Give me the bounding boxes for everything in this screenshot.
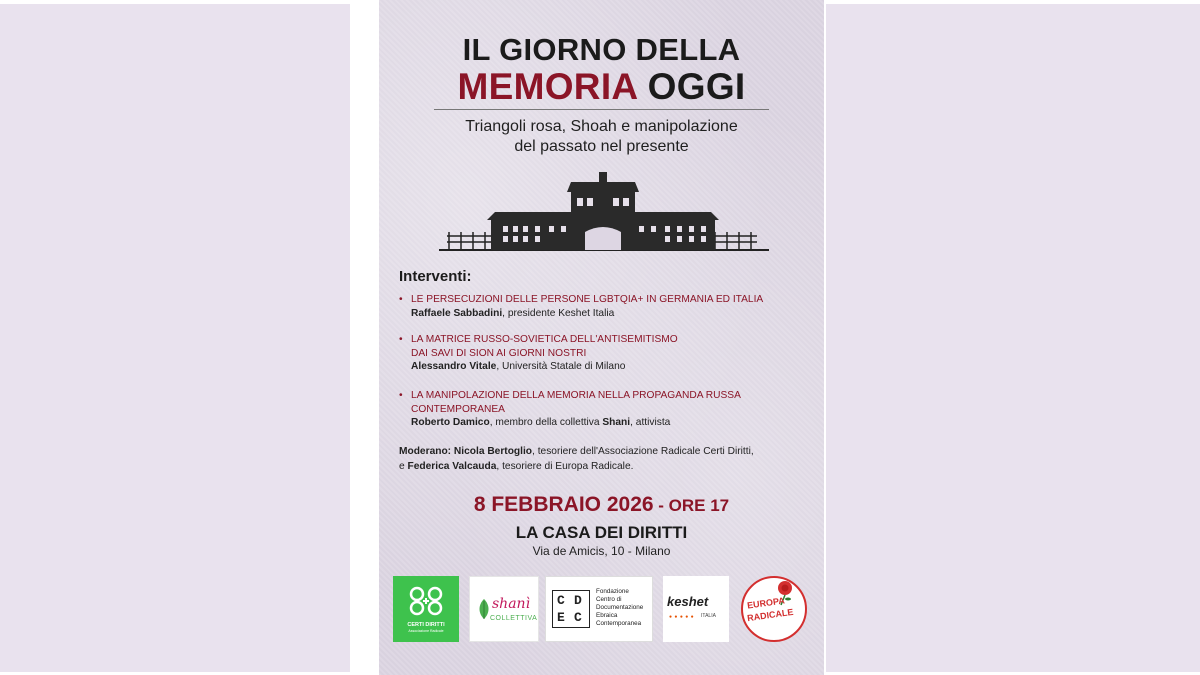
speaker-name: Raffaele Sabbadini: [411, 307, 503, 319]
cdec-letter: C: [574, 610, 582, 625]
talk-item: [399, 293, 809, 320]
talk-title: LA MATRICE RUSSO-SOVIETICA DELL'ANTISEMITISMO: [411, 334, 678, 345]
rainbow-dots-icon: ● ● ● ● ●: [669, 614, 695, 620]
title-memoria: MEMORIA: [457, 66, 638, 107]
keshet-logo: [663, 576, 729, 642]
gender-symbols-icon: [407, 584, 445, 618]
shani-logo: [469, 576, 539, 642]
cdec-letter: E: [557, 610, 565, 625]
talk-title: LA MANIPOLAZIONE DELLA MEMORIA NELLA PROPAGANDA RUSSA: [411, 390, 741, 401]
cdec-logo: [545, 576, 653, 642]
talk-title-cont: CONTEMPORANEA: [411, 403, 505, 415]
certi-diritti-sub: Associazione Radicale: [408, 629, 444, 633]
moderator-role: , tesoriere di Europa Radicale.: [496, 461, 634, 472]
bullet-icon: •: [399, 294, 403, 305]
bullet-icon: •: [399, 390, 403, 401]
moderator-name: Federica Valcauda: [407, 461, 497, 472]
cdec-mark: [552, 590, 590, 628]
moderators-label: Moderano:: [399, 446, 452, 457]
talk-item: [399, 389, 809, 430]
event-venue: LA CASA DEI DIRITTI: [515, 523, 688, 542]
event-time: - ORE 17: [653, 496, 730, 515]
cdec-letter: C: [557, 593, 565, 608]
speaker-role: , membro della collettiva: [489, 417, 603, 428]
shani-sub: COLLETTIVA: [490, 615, 538, 622]
subtitle-line1: Triangoli rosa, Shoah e manipolazione: [465, 118, 738, 135]
moderators: [399, 444, 809, 474]
event-poster: [379, 0, 824, 675]
certi-diritti-name: CERTI DIRITTI: [407, 622, 445, 628]
speaker-role: , Università Statale di Milano: [496, 361, 626, 372]
europa-radicale-text: EUROPA: [746, 595, 786, 611]
title-oggi: OGGI: [647, 66, 746, 107]
moderator-role: , tesoriere dell'Associazione Radicale Certi Diritti,: [532, 446, 754, 457]
sponsor-logos: [393, 576, 813, 644]
collective-name: Shani: [602, 417, 631, 428]
speaker-role-end: , attivista: [630, 417, 671, 428]
keshet-sub: ITALIA: [701, 613, 716, 619]
talk-title-cont: DAI SAVI DI SION AI GIORNI NOSTRI: [411, 347, 587, 359]
event-address: Via de Amicis, 10 - Milano: [532, 544, 671, 558]
poster-title-line1: IL GIORNO DELLA: [462, 32, 741, 67]
interventi-heading: Interventi:: [399, 268, 472, 285]
cdec-text-line: Documentazione: [596, 604, 644, 611]
speaker-name: Alessandro Vitale: [411, 361, 497, 372]
subtitle-line2: del passato nel presente: [514, 138, 689, 155]
event-date: [379, 493, 824, 517]
right-background-panel: [826, 4, 1200, 672]
talk-title: LE PERSECUZIONI DELLE PERSONE LGBTQIA+ IN GERMANIA ED ITALIA: [411, 294, 764, 305]
left-background-panel: [0, 4, 350, 672]
poster-subtitle: [379, 117, 824, 157]
speaker-name: Roberto Damico: [411, 417, 490, 428]
moderators-conjunction: e: [399, 461, 408, 472]
talk-item: [399, 333, 809, 374]
cdec-text-line: Fondazione: [596, 588, 629, 595]
europa-radicale-logo: [737, 576, 809, 642]
cdec-name: [596, 588, 643, 628]
cdec-letter: D: [574, 593, 582, 608]
poster-title-line2: [379, 66, 824, 108]
event-date-day: 8 FEBBRAIO 2026: [473, 493, 654, 516]
title-divider: [434, 109, 769, 110]
moderator-name: Nicola Bertoglio: [453, 446, 533, 457]
cdec-text-line: Contemporanea: [596, 620, 642, 627]
shani-name: shanì: [492, 596, 531, 612]
cdec-text-line: Centro di: [596, 596, 622, 603]
keshet-name: keshet: [667, 594, 709, 609]
europa-radicale-text: RADICALE: [746, 606, 794, 624]
bullet-icon: •: [399, 334, 403, 345]
cdec-text-line: Ebraica: [596, 612, 618, 619]
speaker-role: , presidente Keshet Italia: [502, 307, 615, 319]
camp-gate-illustration: [439, 170, 769, 254]
certi-diritti-logo: [393, 576, 459, 642]
